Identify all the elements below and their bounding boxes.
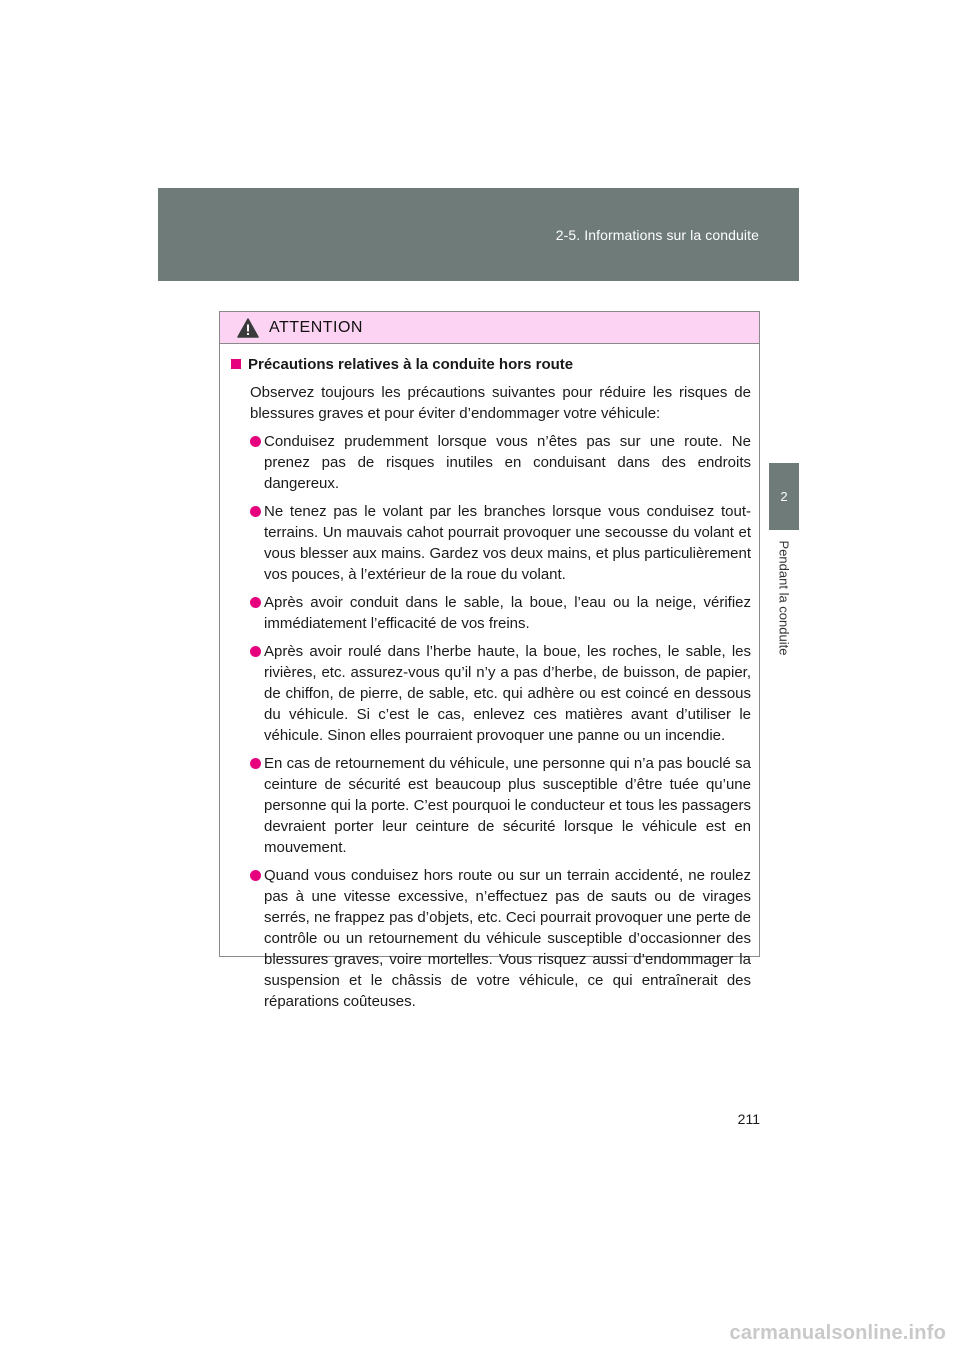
bullet-dot-icon [250, 506, 261, 517]
list-item-text: Quand vous conduisez hors route ou sur un terrain accidenté, ne roulez pas à une vitesse excessive, n’effectuez pas de sauts ou de virages serrés, ne frappez pas d’objets, etc. Ceci pourrait provoquer une perte de contrôle ou un retournement du véhicule susceptible d’occasionner des blessures graves, voire mortelles. Vous risquez aussi d’endommager la suspension et le châssis de votre véhicule, ce qui entraînerait des réparations coûteuses. [264, 867, 751, 1010]
list-item-text: En cas de retournement du véhicule, une personne qui n’a pas bouclé sa ceinture de sécurité est beaucoup plus susceptible d’être tuée qu’une personne qui la porte. C’est pourquoi le conducteur et tous les passagers devraient porter leur ceinture de sécurité lorsque le véhicule est en mouvement. [264, 755, 751, 856]
square-bullet-icon [231, 359, 241, 369]
bullet-dot-icon [250, 870, 261, 881]
watermark: carmanualsonline.info [729, 1322, 946, 1344]
list-item-text: Conduisez prudemment lorsque vous n’êtes pas sur une route. Ne prenez pas de risques inutiles en conduisant dans des endroits dangereux. [264, 433, 751, 492]
warning-header [220, 312, 759, 344]
chapter-number: 2 [780, 489, 788, 504]
header-band [158, 188, 799, 281]
precaution-list [231, 431, 751, 1012]
warning-title: ATTENTION [269, 318, 363, 336]
chapter-label: Pendant la conduite [776, 540, 792, 656]
bullet-dot-icon [250, 758, 261, 769]
bullet-dot-icon [250, 436, 261, 447]
warning-triangle-icon [237, 318, 259, 338]
page-number: 211 [737, 1111, 760, 1127]
warning-body [220, 344, 759, 1012]
list-item [231, 641, 751, 746]
bullet-dot-icon [250, 597, 261, 608]
chapter-tab [769, 463, 799, 530]
list-item [231, 592, 751, 634]
list-item-text: Ne tenez pas le volant par les branches lorsque vous conduisez tout-terrains. Un mauvais cahot pourrait provoquer une secousse du volant et vous blesser aux mains. Gardez vos deux mains, et plus particulièrement vos pouces, à l’extérieur de la roue du volant. [264, 503, 751, 583]
list-item [231, 501, 751, 585]
list-item-text: Après avoir roulé dans l’herbe haute, la boue, les roches, le sable, les rivières, etc. assurez-vous qu’il n’y a pas d’herbe, de buisson, de papier, de chiffon, de pierre, de sable, etc. qui adhère ou est coincé en dessous du véhicule. Si c’est le cas, enlevez ces matières avant d’utiliser le véhicule. Sinon elles pourraient provoquer une panne ou un incendie. [264, 643, 751, 744]
list-item [231, 865, 751, 1012]
warning-intro: Observez toujours les précautions suivantes pour réduire les risques de blessures graves et pour éviter d’endommager votre véhicule: [250, 384, 751, 422]
warning-box [219, 311, 760, 1010]
warning-section-title: Précautions relatives à la conduite hors route [248, 356, 574, 373]
list-item [231, 753, 751, 858]
section-title-header: 2-5. Informations sur la conduite [555, 227, 759, 243]
list-item [231, 431, 751, 494]
warning-section-heading [231, 354, 751, 375]
list-item-text: Après avoir conduit dans le sable, la boue, l’eau ou la neige, vérifiez immédiatement l’efficacité de vos freins. [264, 594, 751, 632]
bullet-dot-icon [250, 646, 261, 657]
